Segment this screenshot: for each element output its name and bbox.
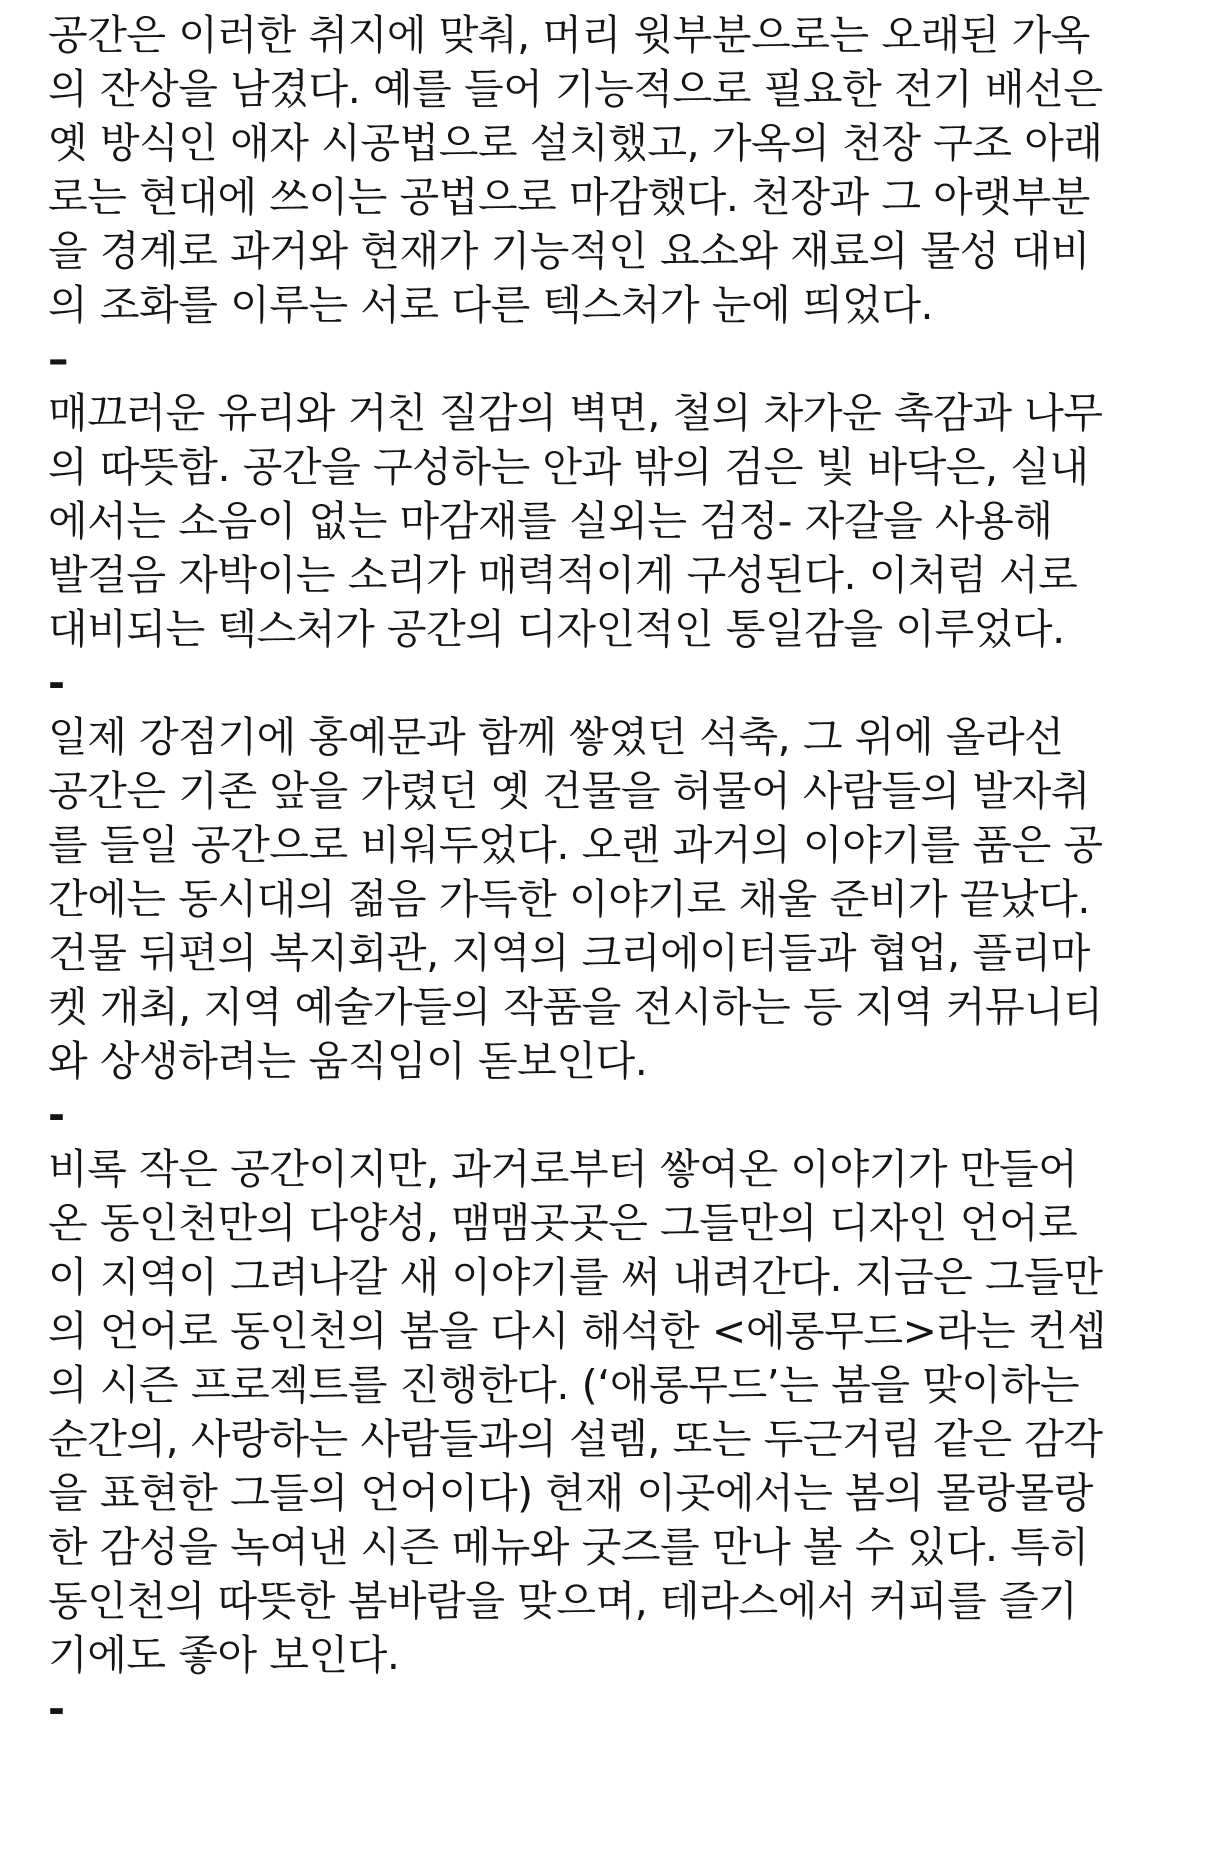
paragraph-line: 을 표현한 그들의 언어이다) 현재 이곳에서는 봄의 몰랑몰랑 [48, 1469, 1093, 1517]
paragraph-line: 의 시즌 프로젝트를 진행한다. (‘애롱무드’는 봄을 맞이하는 [48, 1361, 1080, 1409]
paragraph-line: 대비되는 텍스처가 공간의 디자인적인 통일감을 이루었다. [48, 605, 1065, 653]
paragraph-line: 매끄러운 유리와 거친 질감의 벽면, 철의 차가운 촉감과 나무 [48, 389, 1103, 437]
paragraph-2 [48, 386, 1198, 710]
paragraph-line: 공간은 기존 앞을 가렸던 옛 건물을 허물어 사람들의 발자취 [48, 767, 1091, 815]
article-body [48, 8, 1198, 1736]
paragraph-line: 옛 방식인 애자 시공법으로 설치했고, 가옥의 천장 구조 아래 [48, 119, 1103, 167]
paragraph-line: 의 언어로 동인천의 봄을 다시 해석한 <에롱무드>라는 컨셉 [48, 1307, 1107, 1355]
paragraph-line: 공간은 이러한 취지에 맞춰, 머리 윗부분으로는 오래된 가옥 [48, 11, 1091, 59]
paragraph-line: 로는 현대에 쓰이는 공법으로 마감했다. 천장과 그 아랫부분 [48, 173, 1091, 221]
paragraph-line: 비록 작은 공간이지만, 과거로부터 쌓여온 이야기가 만들어 [48, 1145, 1078, 1193]
section-separator: – [48, 335, 69, 383]
paragraph-4 [48, 1142, 1198, 1736]
section-separator: - [48, 1091, 65, 1139]
paragraph-line: 온 동인천만의 다양성, 맴맴곳곳은 그들만의 디자인 언어로 [48, 1199, 1078, 1247]
section-separator: - [48, 1685, 65, 1733]
paragraph-line: 발걸음 자박이는 소리가 매력적이게 구성된다. 이처럼 서로 [48, 551, 1078, 599]
paragraph-line: 을 경계로 과거와 현재가 기능적인 요소와 재료의 물성 대비 [48, 227, 1091, 275]
paragraph-line: 의 잔상을 남겼다. 예를 들어 기능적으로 필요한 전기 배선은 [48, 65, 1103, 113]
paragraph-line: 건물 뒤편의 복지회관, 지역의 크리에이터들과 협업, 플리마 [48, 929, 1091, 977]
paragraph-line: 와 상생하려는 움직임이 돋보인다. [48, 1037, 648, 1085]
paragraph-1 [48, 8, 1198, 386]
paragraph-line: 동인천의 따뜻한 봄바람을 맞으며, 테라스에서 커피를 즐기 [48, 1577, 1078, 1625]
paragraph-line: 간에는 동시대의 젊음 가득한 이야기로 채울 준비가 끝났다. [48, 875, 1091, 923]
paragraph-line: 이 지역이 그려나갈 새 이야기를 써 내려간다. 지금은 그들만 [48, 1253, 1103, 1301]
paragraph-line: 한 감성을 녹여낸 시즌 메뉴와 굿즈를 만나 볼 수 있다. 특히 [48, 1523, 1089, 1571]
paragraph-line: 에서는 소음이 없는 마감재를 실외는 검정- 자갈을 사용해 [48, 497, 1053, 545]
paragraph-3 [48, 710, 1198, 1142]
paragraph-line: 켓 개최, 지역 예술가들의 작품을 전시하는 등 지역 커뮤니티 [48, 983, 1103, 1031]
paragraph-line: 의 따뜻함. 공간을 구성하는 안과 밖의 검은 빛 바닥은, 실내 [48, 443, 1089, 491]
paragraph-line: 를 들일 공간으로 비워두었다. 오랜 과거의 이야기를 품은 공 [48, 821, 1103, 869]
paragraph-line: 의 조화를 이루는 서로 다른 텍스처가 눈에 띄었다. [48, 281, 934, 329]
section-separator: - [48, 659, 65, 707]
paragraph-line: 기에도 좋아 보인다. [48, 1631, 400, 1679]
paragraph-line: 순간의, 사랑하는 사람들과의 설렘, 또는 두근거림 같은 감각 [48, 1415, 1103, 1463]
paragraph-line: 일제 강점기에 홍예문과 함께 쌓였던 석축, 그 위에 올라선 [48, 713, 1064, 761]
